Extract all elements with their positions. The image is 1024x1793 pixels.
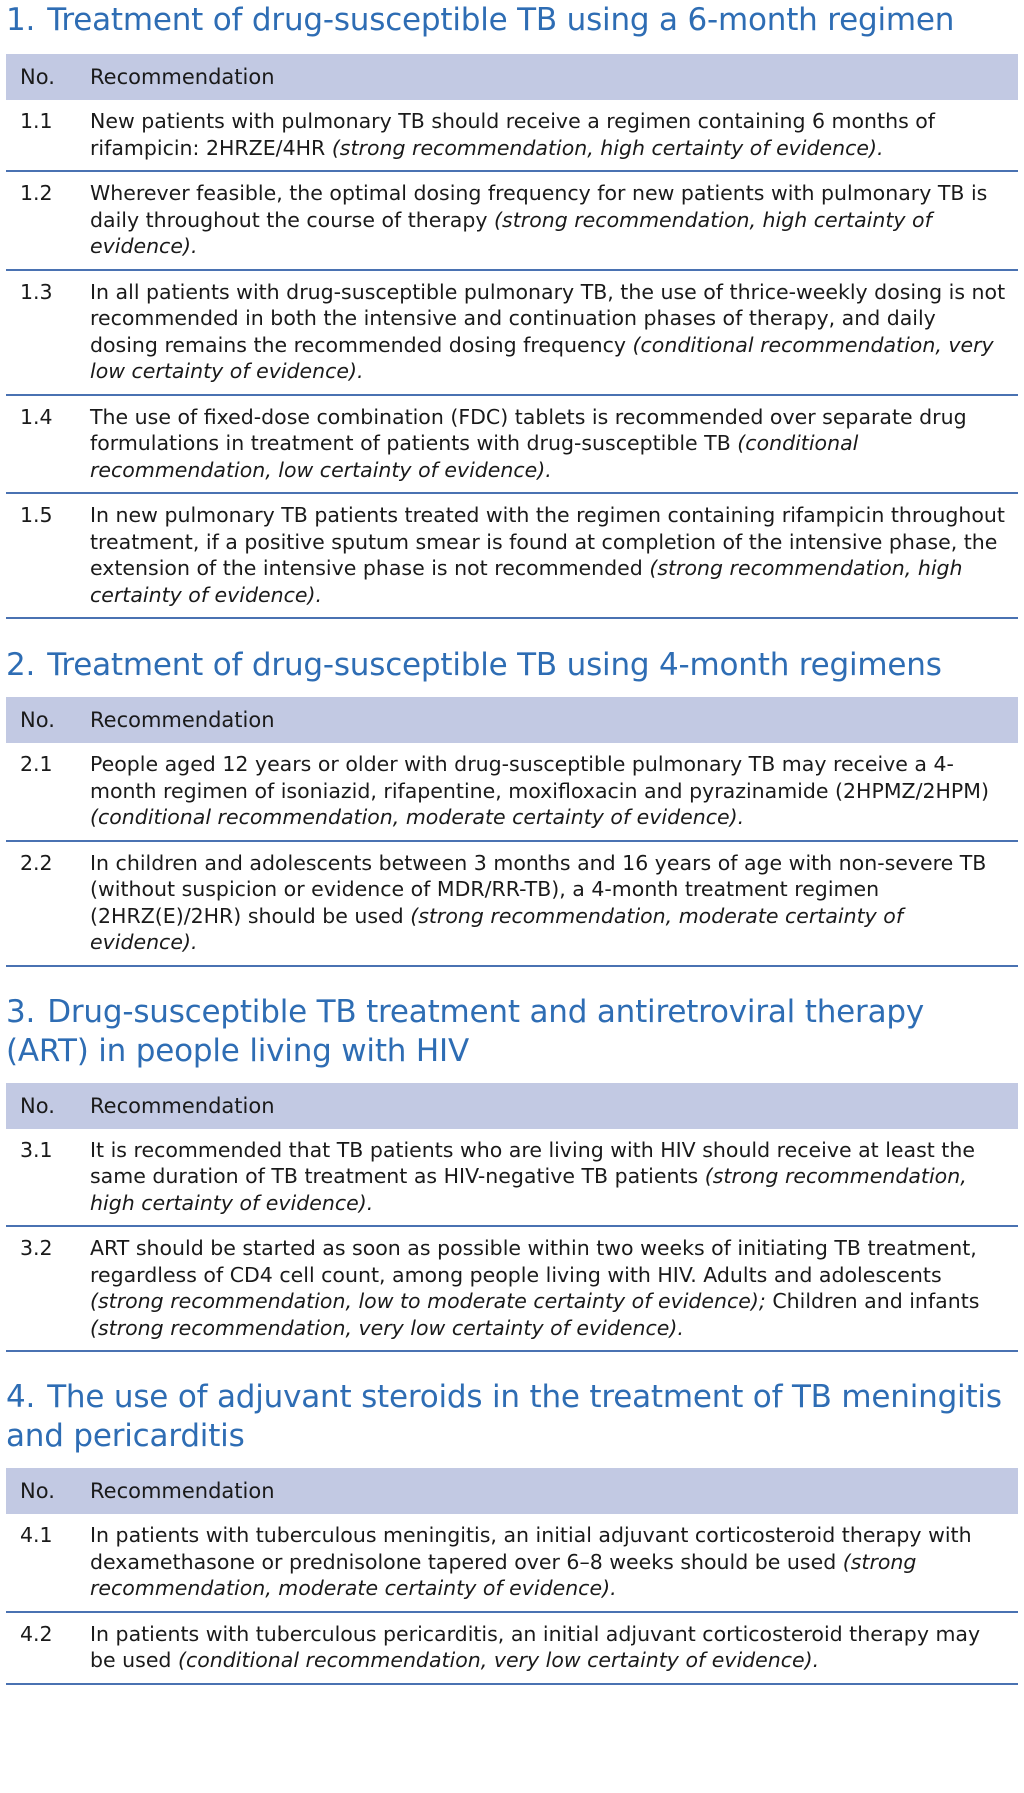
table-row: [6, 1226, 1018, 1351]
recommendation-text: It is recommended that TB patients who are living with HIV should receive at least the same duration of TB treatment as HIV-negative TB patients (strong recommendation, high certainty of evidence).: [90, 1129, 1018, 1227]
section-4-title: [6, 1378, 1006, 1456]
evidence-strength: (strong recommendation, low to moderate certainty of evidence);: [90, 1289, 766, 1313]
row-number: 1.2: [6, 171, 90, 270]
table-row: [6, 270, 1018, 395]
column-header-no: No.: [6, 1083, 90, 1129]
section-3-title: [6, 993, 1006, 1071]
table-row: [6, 171, 1018, 270]
section-4-table: [6, 1468, 1018, 1685]
recommendation-text: In patients with tuberculous meningitis, an initial adjuvant corticosteroid therapy with dexamethasone or prednisolone tapered over 6–8 weeks should be used (strong recommendation, moderate certainty of evidence).: [90, 1514, 1018, 1612]
row-number: 1.3: [6, 270, 90, 395]
recommendation-text: The use of fixed-dose combination (FDC) tablets is recommended over separate drug formulations in treatment of patients with drug-susceptible TB (conditional recommendation, low certainty of evidence).: [90, 395, 1018, 494]
section-2-title: [6, 646, 1006, 685]
row-number: 1.1: [6, 100, 90, 171]
row-number: 4.1: [6, 1514, 90, 1612]
table-header: [6, 697, 1018, 743]
section-title-text: Drug-susceptible TB treatment and antiretroviral therapy (ART) in people living with HIV: [6, 993, 924, 1069]
evidence-strength: (conditional recommendation, moderate certainty of evidence).: [90, 805, 745, 829]
recommendation-text: In children and adolescents between 3 months and 16 years of age with non-severe TB (without suspicion or evidence of MDR/RR-TB), a 4-month treatment regimen (2HRZ(E)/2HR) should be used (strong recommendation, moderate certainty of evidence).: [90, 841, 1018, 966]
table-row: [6, 1129, 1018, 1227]
evidence-strength: (strong recommendation, high certainty of evidence).: [90, 207, 932, 258]
evidence-strength: (strong recommendation, high certainty of evidence).: [90, 556, 963, 607]
evidence-strength: (conditional recommendation, very low certainty of evidence).: [90, 332, 994, 383]
evidence-strength: (conditional recommendation, very low certainty of evidence).: [177, 1648, 820, 1672]
section-number: 1.: [6, 2, 36, 38]
recommendation-text: In patients with tuberculous pericarditis, an initial adjuvant corticosteroid therapy may be used (conditional recommendation, very low certainty of evidence).: [90, 1612, 1018, 1684]
row-number: 3.1: [6, 1129, 90, 1227]
section-3-table: [6, 1083, 1018, 1353]
row-number: 1.5: [6, 493, 90, 618]
section-title-text: Treatment of drug-susceptible TB using 4-month regimens: [47, 647, 942, 683]
table-row: [6, 1612, 1018, 1684]
section-2-table: [6, 697, 1018, 967]
section-number: 4.: [6, 1379, 36, 1415]
row-number: 4.2: [6, 1612, 90, 1684]
evidence-strength: (strong recommendation, high certainty of evidence).: [90, 1164, 967, 1215]
table-header: [6, 1083, 1018, 1129]
row-number: 2.1: [6, 743, 90, 841]
column-header-recommendation: Recommendation: [90, 1468, 1018, 1514]
column-header-recommendation: Recommendation: [90, 697, 1018, 743]
section-title-text: Treatment of drug-susceptible TB using a 6-month regimen: [47, 2, 955, 38]
evidence-strength: (strong recommendation, very low certainty of evidence).: [90, 1315, 684, 1340]
evidence-strength: (strong recommendation, moderate certainty of evidence).: [90, 1549, 917, 1600]
table-row: [6, 493, 1018, 618]
section-1-table: [6, 54, 1018, 619]
column-header-recommendation: Recommendation: [90, 1083, 1018, 1129]
evidence-strength: (strong recommendation, moderate certainty of evidence).: [90, 903, 904, 954]
table-row: [6, 841, 1018, 966]
row-number: 3.2: [6, 1226, 90, 1351]
section-1-title: [6, 1, 1006, 40]
table-row: [6, 1514, 1018, 1612]
evidence-strength: (conditional recommendation, low certainty of evidence).: [90, 431, 859, 482]
table-header: [6, 54, 1018, 100]
column-header-no: No.: [6, 54, 90, 100]
table-header: [6, 1468, 1018, 1514]
table-row: [6, 100, 1018, 171]
section-title-text: The use of adjuvant steroids in the treatment of TB meningitis and pericarditis: [6, 1379, 1002, 1454]
recommendation-text: People aged 12 years or older with drug-susceptible pulmonary TB may receive a 4-month regimen of isoniazid, rifapentine, moxifloxacin and pyrazinamide (2HPMZ/2HPM) (conditional recommendation, moderate certainty of evidence).: [90, 743, 1018, 841]
table-row: [6, 395, 1018, 494]
recommendation-text: In new pulmonary TB patients treated with the regimen containing rifampicin throughout treatment, if a positive sputum smear is found at completion of the intensive phase, the extension of the intensive phase is not recommended (strong recommendation, high certainty of evidence).: [90, 493, 1018, 618]
recommendation-text: In all patients with drug-susceptible pulmonary TB, the use of thrice-weekly dosing is not recommended in both the intensive and continuation phases of therapy, and daily dosing remains the recommended dosing frequency (conditional recommendation, very low certainty of evidence).: [90, 270, 1018, 395]
column-header-recommendation: Recommendation: [90, 54, 1018, 100]
row-number: 1.4: [6, 395, 90, 494]
table-row: [6, 743, 1018, 841]
recommendation-text: Wherever feasible, the optimal dosing frequency for new patients with pulmonary TB is daily throughout the course of therapy (strong recommendation, high certainty of evidence).: [90, 171, 1018, 270]
section-number: 3.: [6, 993, 36, 1030]
recommendation-text: New patients with pulmonary TB should receive a regimen containing 6 months of rifampicin: 2HRZE/4HR (strong recommendation, high certainty of evidence).: [90, 100, 1018, 171]
column-header-no: No.: [6, 1468, 90, 1514]
column-header-no: No.: [6, 697, 90, 743]
section-number: 2.: [6, 647, 36, 683]
evidence-strength: (strong recommendation, high certainty of evidence).: [331, 135, 884, 160]
recommendation-text: ART should be started as soon as possible within two weeks of initiating TB treatment, regardless of CD4 cell count, among people living with HIV. Adults and adolescents (strong recommendation, low to moderate certainty of evidence); Children and infants (strong recommendation, very low certainty of evidence).: [90, 1226, 1018, 1351]
row-number: 2.2: [6, 841, 90, 966]
recommendations-page: [0, 1, 1012, 1685]
